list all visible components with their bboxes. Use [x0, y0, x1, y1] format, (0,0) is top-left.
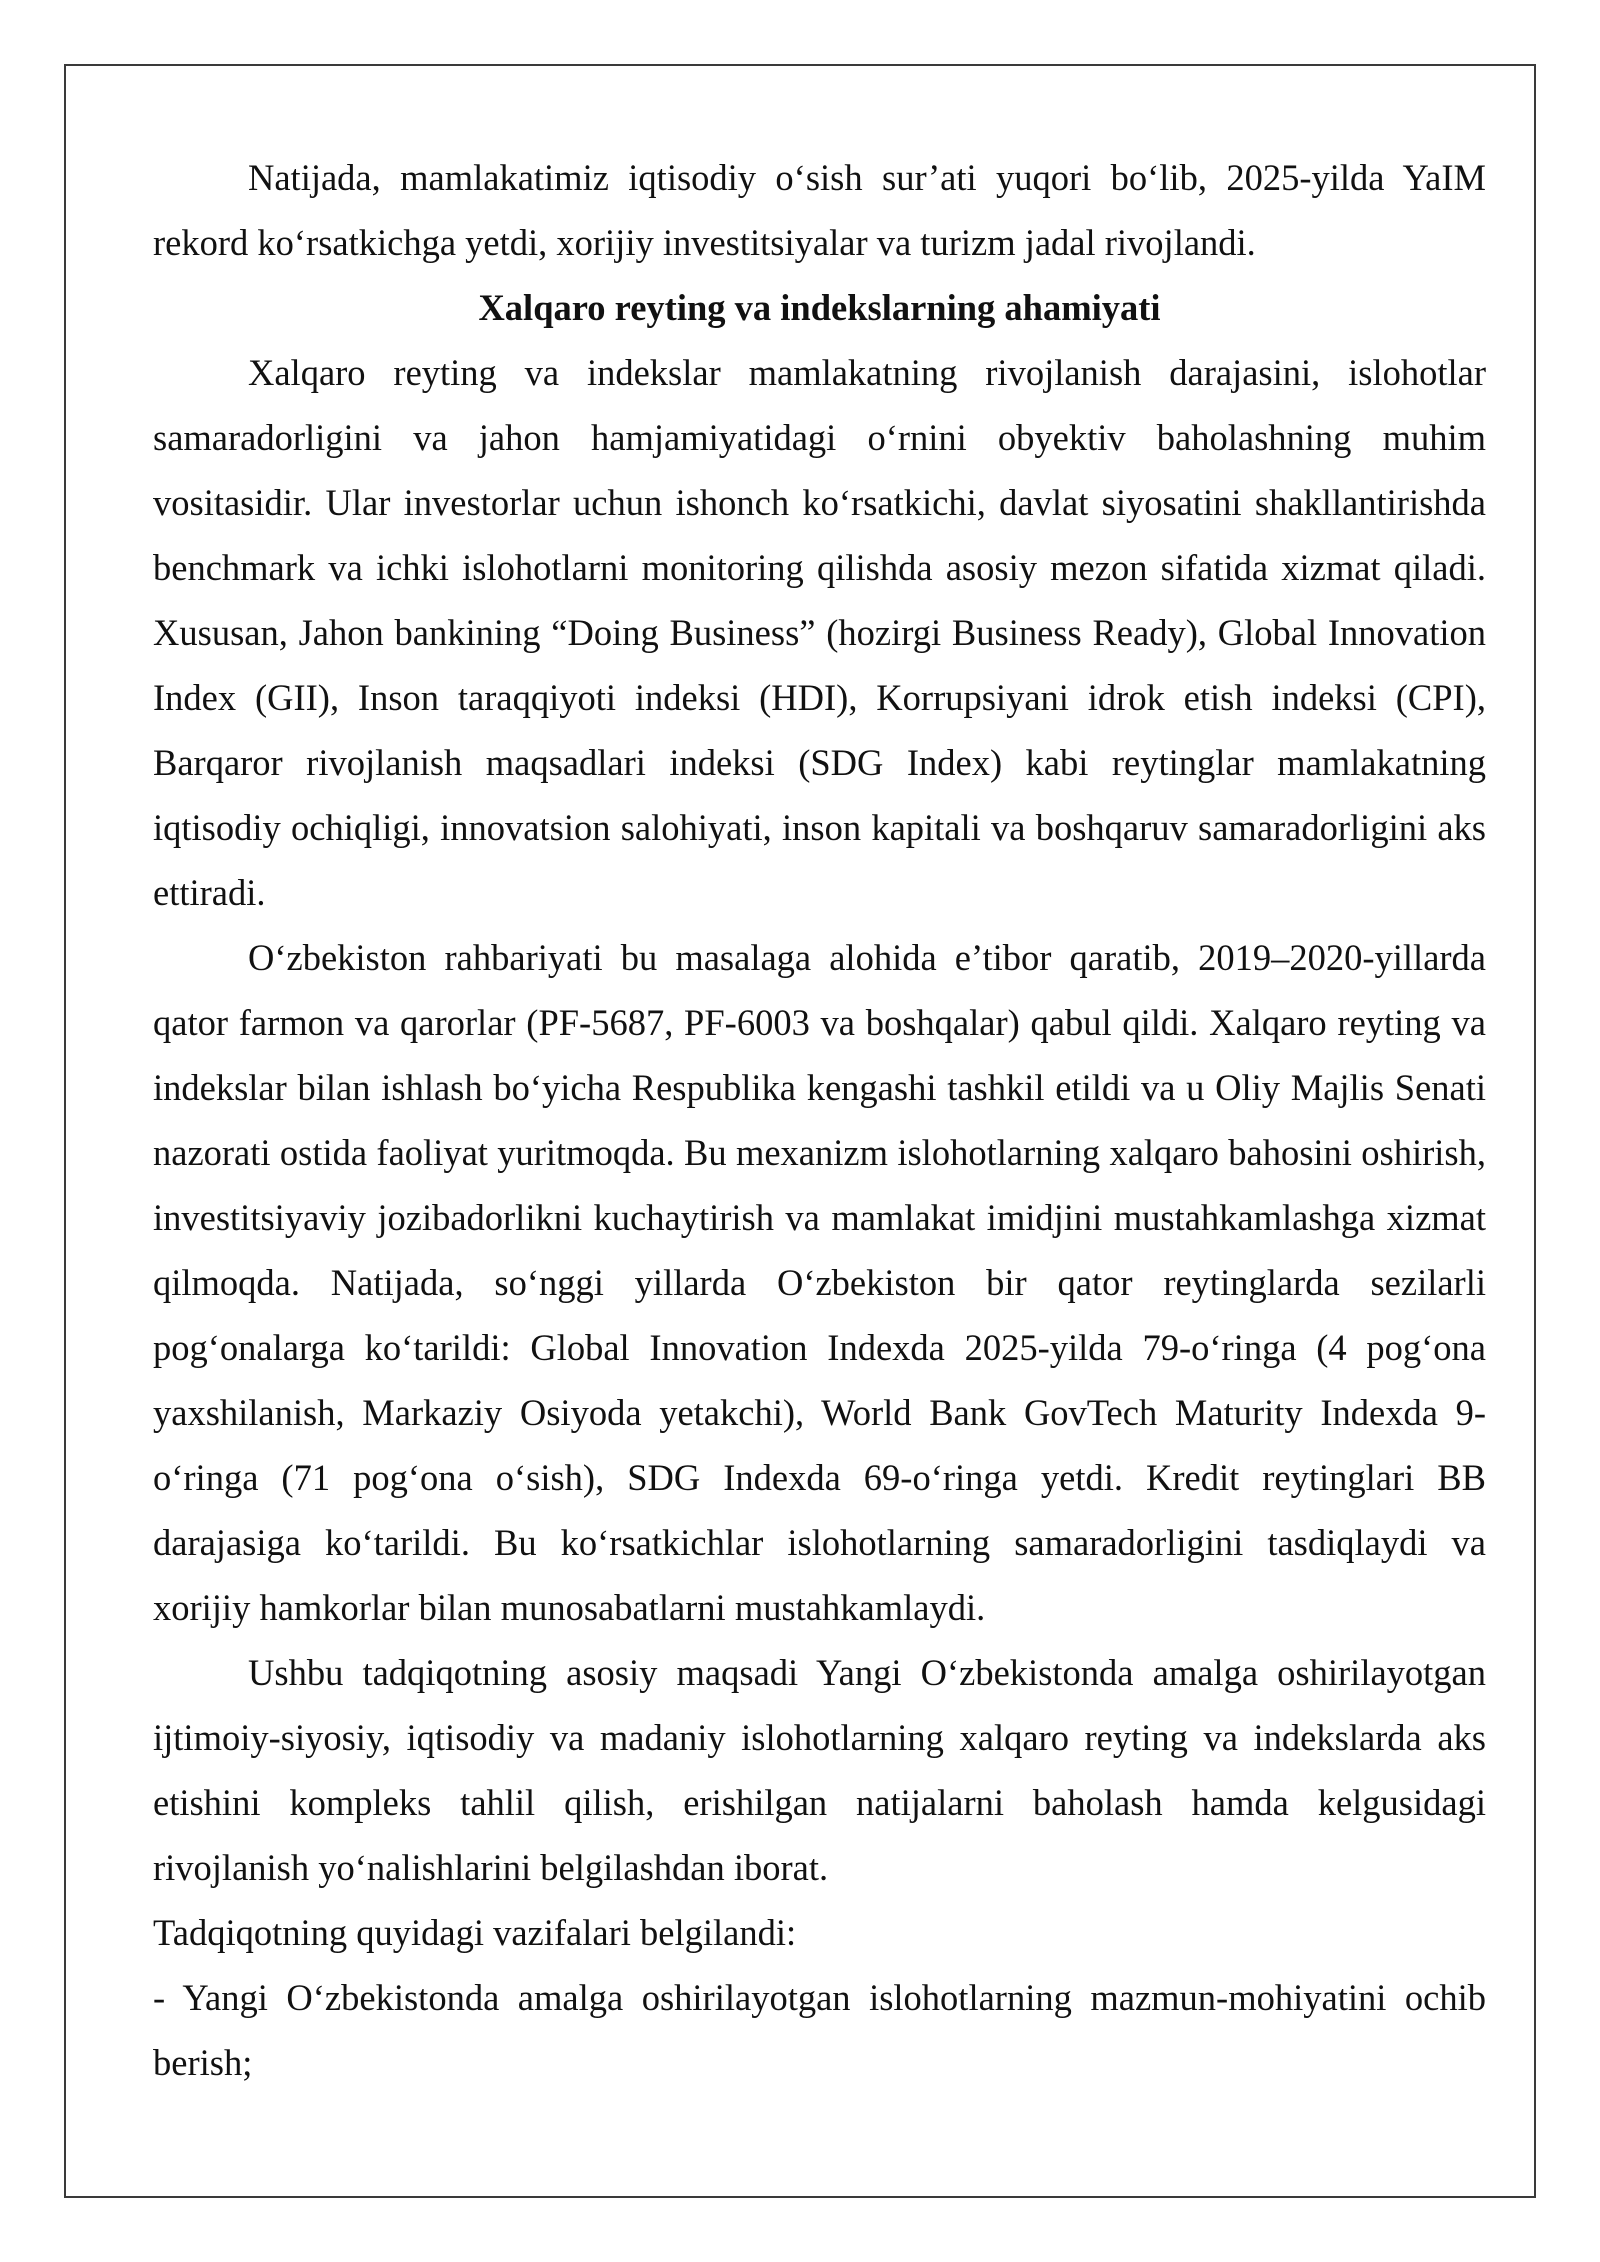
paragraph-ratings-importance: Xalqaro reyting va indekslar mamlakatning rivojlanish darajasini, islohotlar samaradorligini va jahon hamjamiyatidagi o‘rnini obyektiv baholashning muhim vositasidir. Ular investorlar uchun ishonch ko‘rsatkichi, davlat siyosatini shakllantirishda benchmark va ichki islohotlarni monitoring qilishda asosiy mezon sifatida xizmat qiladi. Xususan, Jahon bankining “Doing Business” (hozirgi Business Ready), Global Innovation Index (GII), Inson taraqqiyoti indeksi (HDI), Korrupsiyani idrok etish indeksi (CPI), Barqaror rivojlanish maqsadlari indeksi (SDG Index) kabi reytinglar mamlakatning iqtisodiy ochiqligi, innovatsion salohiyati, inson kapitali va boshqaruv samaradorligini aks ettiradi.	[153, 352, 1486, 913]
section-heading: Xalqaro reyting va indekslarning ahamiyati	[478, 287, 1161, 328]
paragraph-research-goal: Ushbu tadqiqotning asosiy maqsadi Yangi O‘zbekistonda amalga oshirilayotgan ijtimoiy-siyosiy, iqtisodiy va madaniy islohotlarning xalqaro reyting va indekslarda aks etishini kompleks tahlil qilish, erishilgan natijalarni baholash hamda kelgusidagi rivojlanish yo‘nalishlarini belgilashdan iborat.	[153, 1652, 1486, 1888]
paragraph-uzbekistan-progress: O‘zbekiston rahbariyati bu masalaga alohida e’tibor qaratib, 2019–2020-yillarda qator farmon va qarorlar (PF-5687, PF-6003 va boshqalar) qabul qildi. Xalqaro reyting va indekslar bilan ishlash bo‘yicha Respublika kengashi tashkil etildi va u Oliy Majlis Senati nazorati ostida faoliyat yuritmoqda. Bu mexanizm islohotlarning xalqaro bahosini oshirish, investitsiyaviy jozibadorlikni kuchaytirish va mamlakat imidjini mustahkamlashga xizmat qilmoqda. Natijada, so‘nggi yillarda O‘zbekiston bir qator reytinglarda sezilarli pog‘onalarga ko‘tarildi: Global Innovation Indexda 2025-yilda 79-o‘ringa (4 pog‘ona yaxshilanish, Markaziy Osiyoda yetakchi), World Bank GovTech Maturity Indexda 9-o‘ringa (71 pog‘ona o‘sish), SDG Indexda 69-o‘ringa yetdi. Kredit reytinglari BB darajasiga ko‘tarildi. Bu ko‘rsatkichlar islohotlarning samaradorligini tasdiqlaydi va xorijiy hamkorlar bilan munosabatlarni mustahkamlaydi.	[153, 937, 1486, 1628]
list-item-task-1: - Yangi O‘zbekistonda amalga oshirilayotgan islohotlarning mazmun-mohiyatini ochib berish;	[153, 1977, 1486, 2083]
paragraph-tasks-intro: Tadqiqotning quyidagi vazifalari belgilandi:	[153, 1912, 797, 1953]
document-body	[153, 145, 1486, 2095]
paragraph-intro-result: Natijada, mamlakatimiz iqtisodiy o‘sish sur’ati yuqori bo‘lib, 2025-yilda YaIM rekord ko‘rsatkichga yetdi, xorijiy investitsiyalar va turizm jadal rivojlandi.	[153, 157, 1486, 263]
